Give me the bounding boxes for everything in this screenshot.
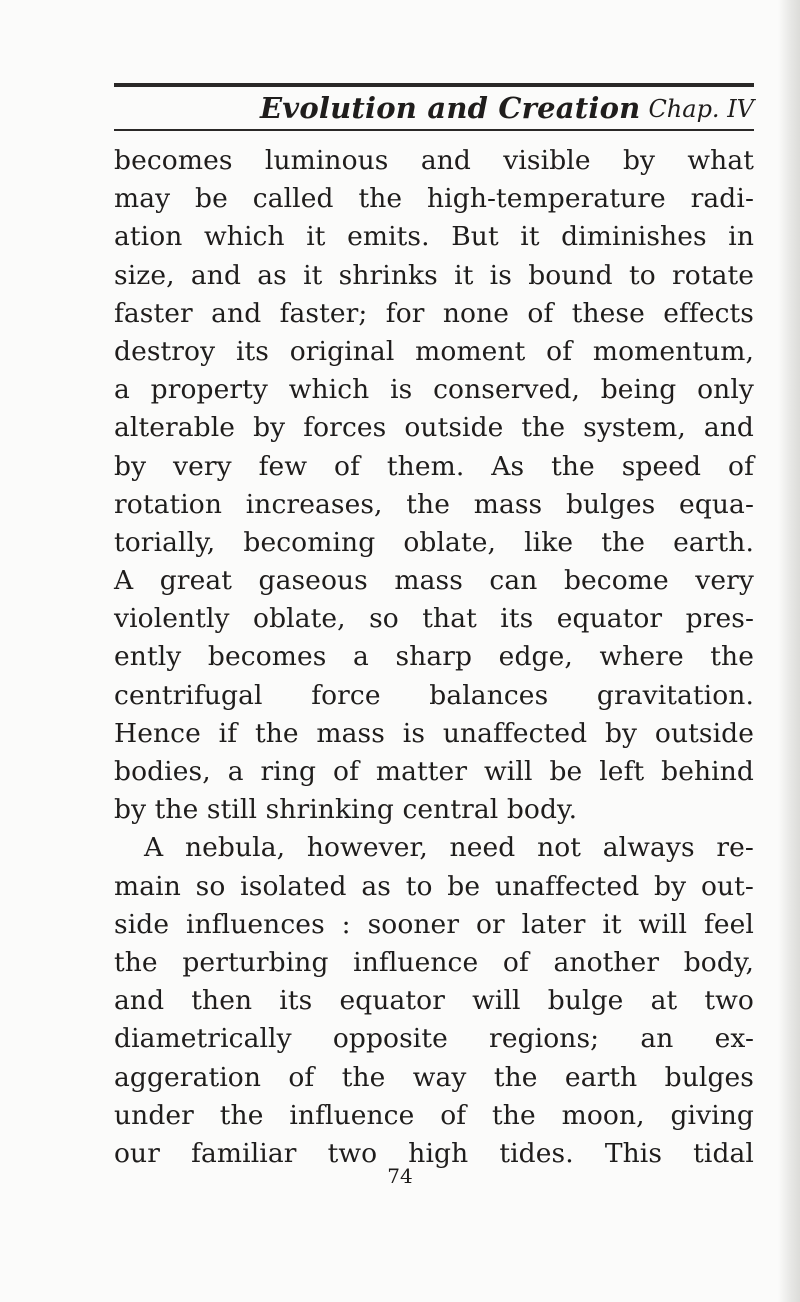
text-line: violently oblate, so that its equator pres- <box>114 603 754 635</box>
text-line: main so isolated as to be unaffected by out- <box>114 870 754 902</box>
text-line: may be called the high-temperature radi- <box>114 183 754 215</box>
page-number: 74 <box>387 1164 413 1188</box>
text-line: alterable by forces outside the system, and <box>114 412 754 444</box>
text-line: size, and as it shrinks it is bound to rotate <box>114 259 754 291</box>
text-line: ation which it emits. But it diminishes in <box>114 221 754 253</box>
text-line: destroy its original moment of momentum, <box>114 335 754 367</box>
body-text <box>114 142 754 1173</box>
text-line: Hence if the mass is unaffected by outside <box>114 717 754 749</box>
text-line: our familiar two high tides. This tidal <box>114 1137 754 1169</box>
text-line: and then its equator will bulge at two <box>114 985 754 1017</box>
text-line: a property which is conserved, being only <box>114 374 754 406</box>
text-line: bodies, a ring of matter will be left behind <box>114 756 754 787</box>
page-edge-shadow <box>778 0 800 1302</box>
text-line: centrifugal force balances gravitation. <box>114 679 754 711</box>
text-line: side influences : sooner or later it will feel <box>114 908 754 940</box>
text-line: aggeration of the way the earth bulges <box>114 1061 754 1093</box>
text-line: torially, becoming oblate, like the earth. <box>114 526 754 558</box>
running-head <box>114 91 754 127</box>
text-line: A great gaseous mass can become very <box>114 565 754 597</box>
text-line: faster and faster; for none of these effects <box>114 297 754 329</box>
text-line: by the still shrinking central body. <box>114 794 578 826</box>
text-line: ently becomes a sharp edge, where the <box>114 641 754 673</box>
text-line: diametrically opposite regions; an ex- <box>114 1023 754 1055</box>
text-line: by very few of them. As the speed of <box>114 450 754 482</box>
header-rule-top <box>114 83 754 87</box>
text-line: under the influence of the moon, giving <box>114 1099 754 1131</box>
running-head-title: Evolution and Creation <box>260 91 641 125</box>
header-rule-bottom <box>114 129 754 131</box>
text-line: rotation increases, the mass bulges equa- <box>114 488 754 520</box>
text-line: becomes luminous and visible by what <box>114 145 754 176</box>
running-head-chapter: Chap. IV <box>648 95 754 123</box>
text-line: the perturbing influence of another body, <box>114 946 754 978</box>
text-line: A nebula, however, need not always re- <box>144 832 754 864</box>
